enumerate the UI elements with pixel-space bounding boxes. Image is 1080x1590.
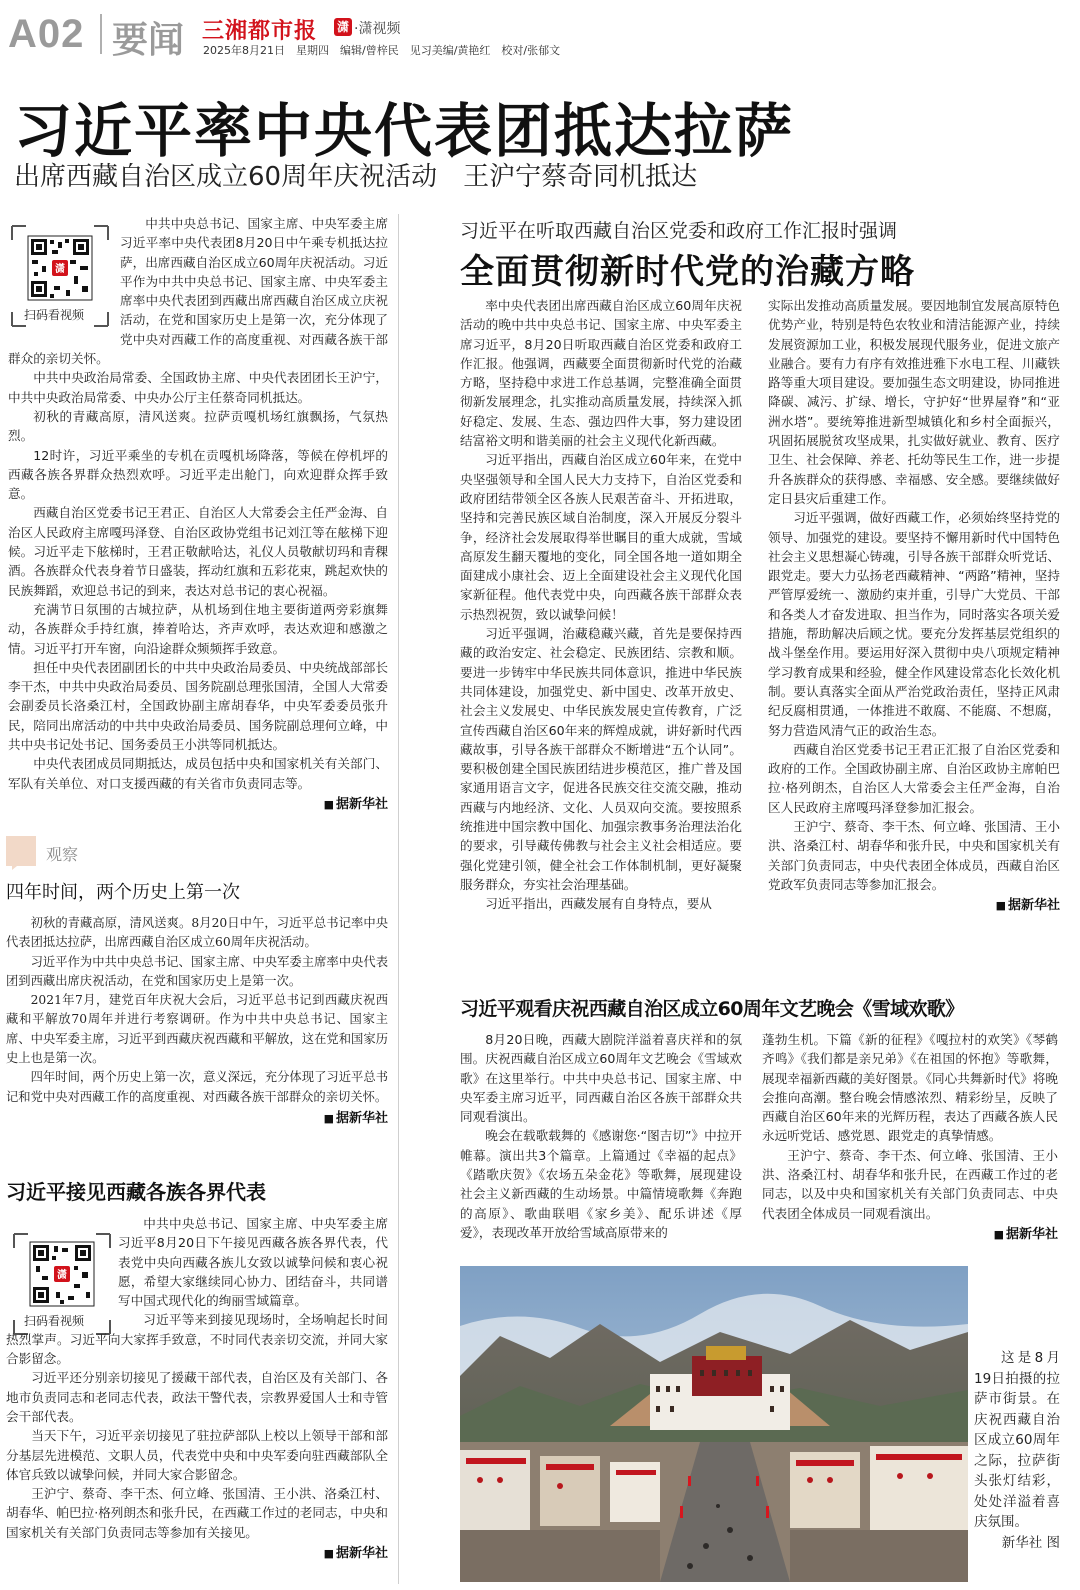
observe-section (6, 836, 388, 1126)
column-divider (398, 214, 399, 1584)
observe-paragraph-4: 四年时间，两个历史上第一次，意义深远，充分体现了习近平总书记和党中央对西藏工作的高度重视、对西藏各族干部群众的亲切关怀。 (6, 1070, 388, 1104)
masthead-divider (100, 14, 102, 54)
lead-paragraph-2: 中共中央政治局常委、全国政协主席、中央代表团团长王沪宁，中共中央政治局常委、中央办公厅主任蔡奇同机抵达。 (8, 370, 388, 405)
gala-paragraph-2: 晚会在载歌载舞的《感谢您·“图吉切”》中拉开帷幕。演出共3个篇章。上篇通过《幸福的起点》《踏歌庆贺》《农场五朵金花》等歌舞，展现建设社会主义新西藏的生动场景。中篇情境歌舞《奔跑的高原》、歌曲联唱《家乡美》、配乐讲述《厚爱》，表现改革开放给雪域高原带来的 (460, 1128, 742, 1240)
gov-column-2 (768, 296, 1060, 913)
lead-paragraph-7: 担任中央代表团副团长的中共中央政治局委员、中央统战部部长李干杰，中共中央政治局委员、国务院副总理张国清，全国人大常委会副委员长洛桑江村，全国政协副主席胡春华，中央军委委员张升民，陪同出席活动的中共中央政治局委员、国务院副总理何立峰，中共中央书记处书记、国务委员王小洪等同机抵达。 (8, 659, 388, 753)
meet-paragraph-5: 王沪宁、蔡奇、李干杰、何立峰、张国清、王小洪、洛桑江村、胡春华、帕巴拉·格列朗杰和张升民，在西藏工作过的老同志，中央和国家机关有关部门负责同志等参加有关接见。 (6, 1486, 388, 1540)
observe-title: 四年时间，两个历史上第一次 (6, 882, 240, 903)
lead-subhead: 出席西藏自治区成立60周年庆祝活动 王沪宁蔡奇同机抵达 (14, 162, 698, 192)
gov-paragraph-5: 实际出发推动高质量发展。要因地制宜发展高原特色优势产业，特别是特色农牧业和清洁能源产业，持续发展资源加工业，积极发展现代服务业，促进文旅产业融合。要有力有序有效推进雅下水电工程、川藏铁路等重大项目建设。要加强生态文明建设，协同推进降碳、减污、扩绿、增长，守护好“世界屋脊”和“亚洲水塔”。要统筹推进新型城镇化和乡村全面振兴，巩固拓展脱贫攻坚成果，扎实做好就业、教育、医疗卫生、社会保障、养老、托幼等民生工作，进一步提升各族群众的获得感、幸福感、安全感。要继续做好定日县灾后重建工作。 (768, 298, 1060, 506)
gov-paragraph-6: 习近平强调，做好西藏工作，必须始终坚持党的领导、加强党的建设。要坚持不懈用新时代中国特色社会主义思想凝心铸魂，引导各族干部群众听党话、跟党走。要大力弘扬老西藏精神、“两路”精神，坚持严管厚爱统一、激励约束并重，引导广大党员、干部和各类人才奋发进取、担当作为，同时落实各项关爱措施，帮助解决后顾之忧。要充分发挥基层党组织的战斗堡垒作用。要运用好深入贯彻中央八项规定精神学习教育成果和经验，健全作风建设常态化长效化机制。要认真落实全面从严治党政治责任，坚持正风肃纪反腐相贯通，一体推进不敢腐、不能腐、不想腐，努力营造风清气正的政治生态。 (768, 510, 1060, 738)
gov-headline: 全面贯彻新时代党的治藏方略 (460, 252, 915, 292)
observe-paragraph-3: 2021年7月，建党百年庆祝大会后，习近平总书记到西藏庆祝西藏和平解放70周年并进行考察调研。作为中共中央总书记、国家主席、中央军委主席，习近平到西藏庆祝西藏和平解放，这在党和国家历史上也是第一次。 (6, 993, 388, 1066)
quote-tail-icon (12, 862, 22, 870)
meet-source: ■ 据新华社 (6, 1542, 388, 1561)
observe-paragraph-2: 习近平作为中共中央总书记、国家主席、中央军委主席率中央代表团到西藏出席庆祝活动，在党和国家历史上是第一次。 (6, 954, 388, 988)
gov-source: ■ 据新华社 (768, 894, 1060, 913)
lead-body-wrap (8, 214, 388, 812)
masthead (0, 0, 1080, 66)
gala-paragraph-3: 蓬勃生机。下篇《新的征程》《嘎拉村的欢笑》《琴鹤齐鸣》《我们都是亲兄弟》《在祖国的怀抱》等歌舞，展现幸福新西藏的美好图景。《同心共舞新时代》将晚会推向高潮。整台晚会情感浓烈、精彩纷呈，反映了西藏自治区60年来的光辉历程，表达了西藏各族人民永远听党话、感党恩、跟党走的真挚情感。 (762, 1032, 1058, 1144)
photo-caption-text: 这是8月19日拍摄的拉萨市街景。在庆祝西藏自治区成立60周年之际，拉萨街头张灯结彩，处处洋溢着喜庆氛围。 (974, 1350, 1060, 1530)
lhasa-street-photo (460, 1266, 968, 1582)
photo-credit: 新华社 图 (1001, 1534, 1060, 1551)
observe-source: ■ 据新华社 (6, 1107, 388, 1126)
meet-headline: 习近平接见西藏各族各界代表 (6, 1180, 266, 1204)
qr-label: 扫码看视频 (24, 308, 85, 322)
svg-text:潇: 潇 (55, 264, 65, 275)
lead-paragraph-8: 中央代表团成员同期抵达，成员包括中央和国家机关有关部门、军队有关单位、对口支援西藏的有关省市负责同志等。 (8, 756, 388, 791)
observe-label: 观察 (46, 845, 79, 864)
gov-paragraph-2: 习近平指出，西藏自治区成立60年来，在党中央坚强领导和全国人民大力支持下，自治区党委和政府团结带领全区各族人民艰苦奋斗、开拓进取，坚持和完善民族区域自治制度，深入开展反分裂斗争，经济社会发展取得举世瞩目的重大成就，雪域高原发生翻天覆地的变化，同全国各地一道如期全面建成小康社会、迈上全面建设社会主义现代化国家新征程。他代表党中央，向西藏各族干部群众表示热烈祝贺，致以诚挚问候！ (460, 452, 742, 622)
photo-illustration (460, 1266, 968, 1582)
meet-paragraph-3: 习近平还分别亲切接见了援藏干部代表，自治区及有关部门、各地市负责同志和老同志代表，政法干警代表，宗教界爱国人士和寺管会干部代表。 (6, 1370, 388, 1424)
gala-paragraph-1: 8月20日晚，西藏大剧院洋溢着喜庆祥和的氛围。庆祝西藏自治区成立60周年文艺晚会《雪域欢歌》在这里举行。中共中央总书记、国家主席、中央军委主席习近平，同西藏自治区各族干部群众共同观看演出。 (460, 1032, 742, 1125)
gala-headline: 习近平观看庆祝西藏自治区成立60周年文艺晚会《雪域欢歌》 (460, 998, 964, 1020)
svg-text:潇: 潇 (57, 1270, 67, 1281)
video-brand: ·潇视频 (354, 21, 401, 37)
section-name: 要闻 (112, 20, 185, 61)
gov-paragraph-1: 率中央代表团出席西藏自治区成立60周年庆祝活动的晚中共中央总书记、国家主席、中央军委主席习近平，8月20日听取西藏自治区党委和政府工作汇报。他强调，西藏要全面贯彻新时代党的治藏方略，坚持稳中求进工作总基调，完整准确全面贯彻新发展理念，扎实推动高质量发展，持续深入抓好稳定、发展、生态、强边四件大事，努力建设团结富裕文明和谐美丽的社会主义现代化新西藏。 (460, 298, 742, 449)
observe-paragraph-1: 初秋的青藏高原，清风送爽。8月20日中午，习近平总书记率中央代表团抵达拉萨，出席西藏自治区成立60周年庆祝活动。 (6, 916, 388, 950)
lead-headline: 习近平率中央代表团抵达拉萨 (14, 97, 795, 165)
meet-paragraph-4: 当天下午，习近平亲切接见了驻拉萨部队上校以上领导干部和部分基层先进模范、文职人员，代表党中央和中央军委向驻西藏部队全体官兵致以诚挚问候，并同大家合影留念。 (6, 1428, 388, 1482)
gov-kicker: 习近平在听取西藏自治区党委和政府工作汇报时强调 (460, 220, 898, 242)
meet-paragraph-1: 中共中央总书记、国家主席、中央军委主席习近平8月20日下午接见西藏各族各界代表，代表党中央向西藏各族儿女致以诚挚问候和衷心祝愿，希望大家继续同心协力、团结奋斗，共同谱写中国式现代化的绚丽雪域篇章。 (118, 1216, 388, 1309)
qr-label: 扫码看视频 (24, 1314, 85, 1328)
lead-paragraph-3: 初秋的青藏高原，清风送爽。拉萨贡嘎机场红旗飘扬，气氛热烈。 (8, 408, 388, 444)
video-logo-icon: 潇 (334, 18, 352, 36)
observe-tag (6, 836, 388, 866)
gov-paragraph-8: 王沪宁、蔡奇、李干杰、何立峰、张国清、王小洪、洛桑江村、胡春华和张升民，中央和国家机关有关部门负责同志，中央代表团全体成员，西藏自治区党政军负责同志等参加汇报会。 (768, 819, 1060, 892)
lead-paragraph-5: 西藏自治区党委书记王君正、自治区人大常委会主任严金海、自治区人民政府主席嘎玛泽登、自治区政协党组书记刘江等在舷梯下迎候。习近平走下舷梯时，王君正敬献哈达，礼仪人员敬献切玛和青稞酒。各族群众代表身着节日盛装，挥动红旗和五彩花束，跳起欢快的民族舞蹈，欢迎总书记的到来，表达对总书记的衷心祝福。 (8, 505, 388, 598)
photo-caption (974, 1348, 1060, 1553)
lead-paragraph-4: 12时许，习近平乘坐的专机在贡嘎机场降落，等候在停机坪的西藏各族各界群众热烈欢呼。习近平走出舱门，向欢迎群众挥手致意。 (8, 447, 388, 502)
gala-column-2 (762, 1030, 1058, 1242)
gov-column-1 (460, 296, 742, 914)
meet-body-wrap (6, 1214, 388, 1561)
issue-info: 2025年8月21日 星期四 编辑/曾梓民 见习美编/黄艳红 校对/张郁文 (203, 44, 561, 57)
paper-name-logo: 三湘都市报 (202, 19, 318, 44)
page-number: A02 (8, 12, 85, 56)
lead-paragraph-6: 充满节日氛围的古城拉萨，从机场到住地主要街道两旁彩旗舞动，各族群众手持红旗，捧着哈达，齐声欢呼，表达欢迎和感激之情。习近平打开车窗，向沿途群众频频挥手致意。 (8, 601, 388, 656)
lead-paragraph-1: 中共中央总书记、国家主席、中央军委主席习近平率中央代表团8月20日中午乘专机抵达拉萨，出席西藏自治区成立60周年庆祝活动。习近平作为中共中央总书记、国家主席、中央军委主席率中央代表团到西藏出席西藏自治区成立庆祝活动，在党和国家历史上是第一次，充分体现了党中央对西藏工作的高度重视、对西藏各族干部群众的亲切关怀。 (8, 216, 388, 367)
gala-source: ■ 据新华社 (762, 1223, 1058, 1242)
gala-paragraph-4: 王沪宁、蔡奇、李干杰、何立峰、张国清、王小洪、洛桑江村、胡春华和张升民，在西藏工作过的老同志，以及中央和国家机关有关部门负责同志、中央代表团全体成员一同观看演出。 (762, 1147, 1058, 1221)
meet-paragraph-2: 习近平等来到接见现场时，全场响起长时间热烈掌声。习近平向大家挥手致意，不时同代表亲切交流，并同大家合影留念。 (6, 1312, 388, 1367)
gov-paragraph-7: 西藏自治区党委书记王君正汇报了自治区党委和政府的工作。全国政协副主席、自治区政协主席帕巴拉·格列朗杰，自治区人大常委会主任严金海，自治区人民政府主席嘎玛泽登参加汇报会。 (768, 741, 1060, 815)
gala-column-1 (460, 1030, 742, 1242)
lead-source: ■ 据新华社 (8, 793, 388, 812)
gov-paragraph-3: 习近平强调，治藏稳藏兴藏，首先是要保持西藏的政治安定、社会稳定、民族团结、宗教和顺。要进一步铸牢中华民族共同体意识，推进中华民族共同体建设，加强党史、新中国史、改革开放史、社会主义发展史、中华民族发展史宣传教育，广泛宣传西藏自治区60年来的辉煌成就，讲好新时代西藏故事，引导各族干部群众不断增进“五个认同”。要积极创建全国民族团结进步模范区，推广普及国家通用语言文字，促进各民族交往交流交融，推动西藏与内地经济、文化、人员双向交流。要按照系统推进中国宗教中国化、加强宗教事务治理法治化的要求，引导藏传佛教与社会主义社会相适应。要强化党建引领，健全社会工作体制机制，更好凝聚服务群众，夯实社会治理基础。 (460, 626, 742, 892)
gov-paragraph-4: 习近平指出，西藏发展有自身特点，要从 (485, 896, 712, 912)
